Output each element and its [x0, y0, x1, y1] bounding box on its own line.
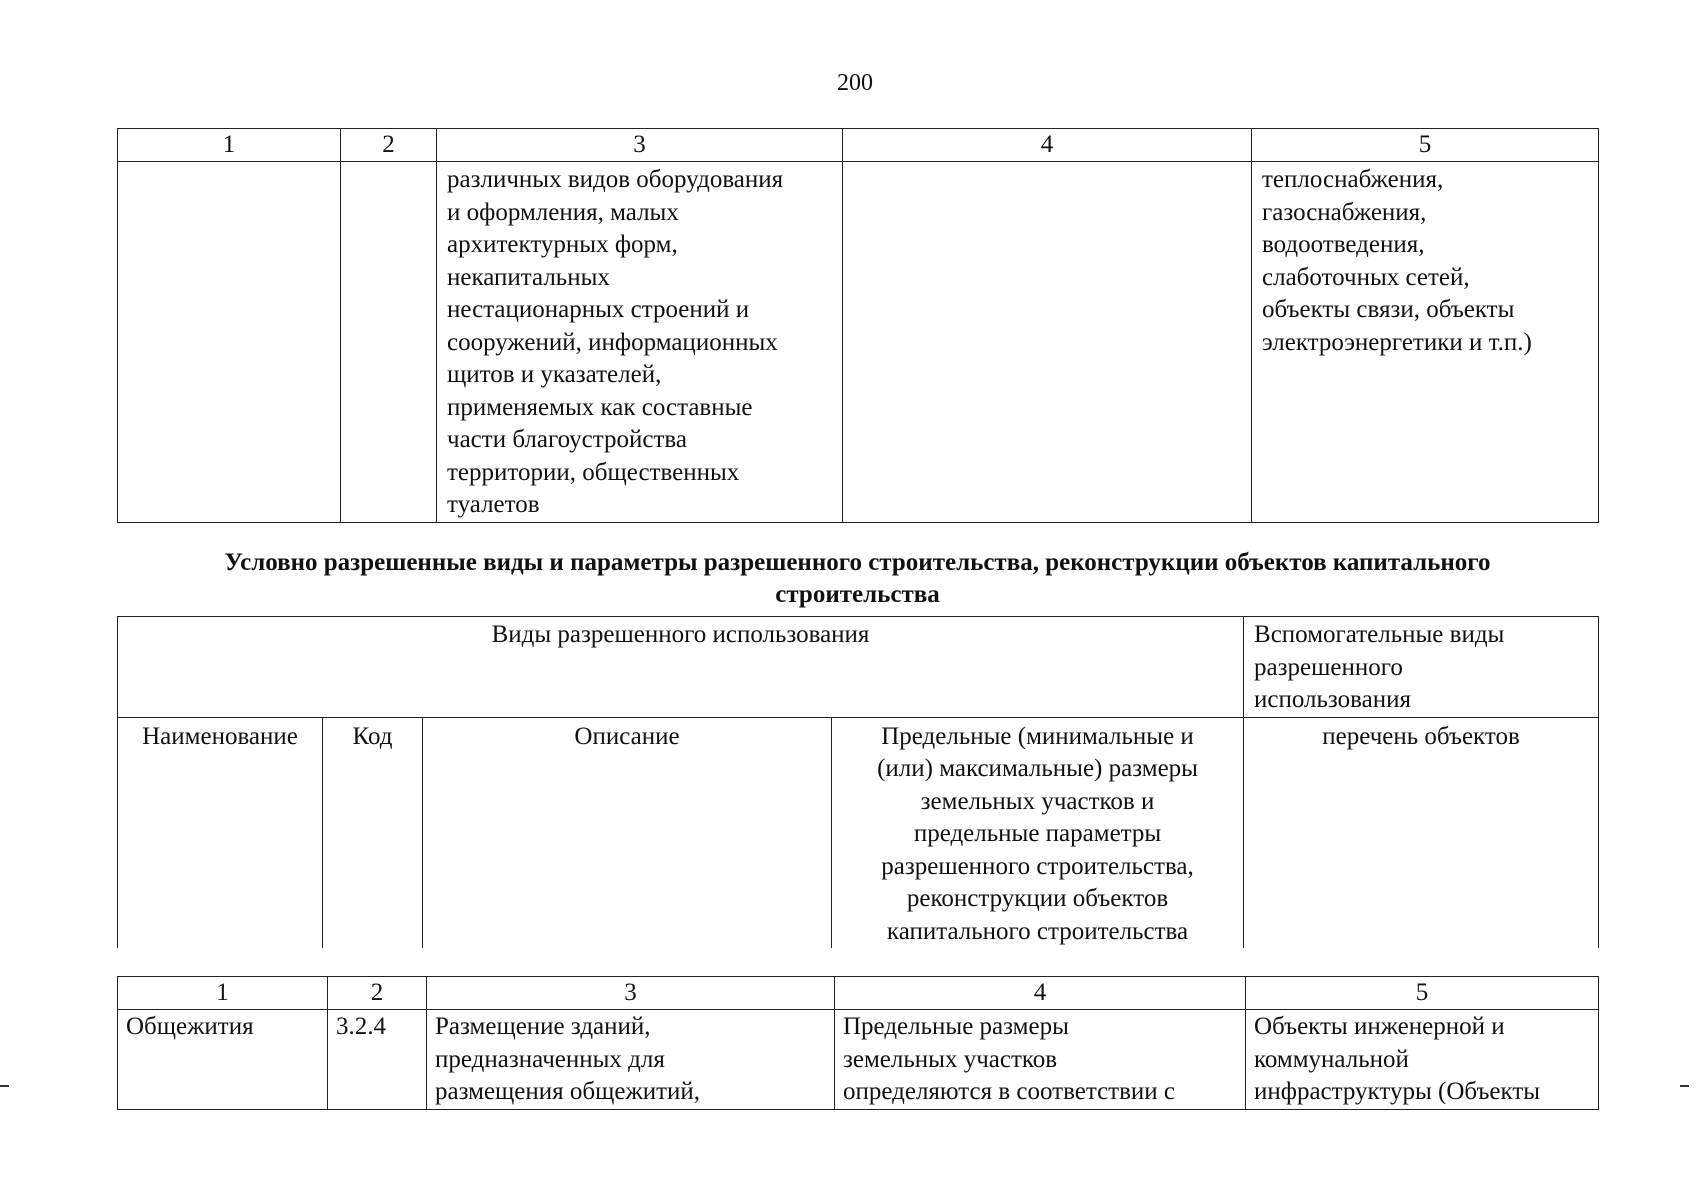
text-line: объекты связи, объекты: [1262, 296, 1515, 323]
text-line: использования: [1254, 686, 1411, 713]
text-line: земельных участков: [843, 1045, 1058, 1073]
text-line: Размещение зданий,: [435, 1013, 651, 1040]
header-group-row: [118, 617, 1599, 718]
text-line: Объекты инженерной и: [1254, 1013, 1505, 1040]
text-line: нестационарных строений и: [447, 296, 750, 323]
margin-mark: [0, 1085, 9, 1087]
text-line: (или) максимальные) размеры: [877, 755, 1198, 782]
cell-description: [427, 1010, 835, 1110]
text-line: размещения общежитий,: [435, 1078, 701, 1105]
cell-objects: [1246, 1010, 1599, 1110]
cell-name: [118, 162, 341, 523]
text-line: определяются в соответствии с: [843, 1078, 1176, 1105]
margin-mark: [1680, 1085, 1689, 1087]
cell-name: Общежития: [118, 1010, 328, 1110]
text-line: слаботочных сетей,: [1262, 263, 1470, 291]
column-number: 2: [341, 129, 437, 162]
text-line: водоотведения,: [1262, 231, 1425, 258]
text-line: реконструкции объектов: [906, 885, 1169, 912]
column-number: 3: [427, 977, 835, 1010]
text-line: архитектурных форм,: [447, 231, 678, 258]
text-line: территории, общественных: [447, 458, 740, 486]
text-line: сооружений, информационных: [447, 328, 778, 356]
cell-code: 3.2.4: [328, 1010, 427, 1110]
text-line: Предельные (минимальные и: [881, 722, 1194, 750]
text-line: различных видов оборудования: [447, 166, 784, 193]
header-code: Код: [323, 717, 423, 948]
header-usage-types: Виды разрешенного использования: [118, 617, 1244, 718]
cell-code: [341, 162, 437, 523]
table-row: [118, 162, 1599, 523]
text-line: строительства: [775, 581, 940, 608]
page-number: 200: [837, 70, 873, 96]
header-columns-row: [118, 717, 1599, 948]
text-line: Предельные размеры: [843, 1013, 1069, 1040]
text-line: земельных участков и: [920, 787, 1155, 815]
text-line: Условно разрешенные виды и параметры разрешенного строительства, реконструкции объектов капитального: [224, 549, 1491, 576]
column-number: 1: [118, 977, 328, 1010]
cell-objects: [1252, 162, 1599, 523]
header-auxiliary-types: [1244, 617, 1599, 718]
text-line: туалетов: [447, 491, 540, 518]
text-line: электроэнергетики и т.п.): [1262, 328, 1532, 356]
column-number: 1: [118, 129, 341, 162]
table-body: [117, 976, 1599, 1110]
text-line: части благоустройства: [447, 426, 687, 453]
section-heading: [117, 547, 1598, 611]
column-number: 3: [437, 129, 843, 162]
column-number: 5: [1246, 977, 1599, 1010]
text-line: Вспомогательные виды: [1254, 621, 1505, 648]
text-line: щитов и указателей,: [447, 361, 662, 388]
column-number-row: [118, 129, 1599, 162]
text-line: капитального строительства: [886, 917, 1189, 945]
cell-limits: [835, 1010, 1246, 1110]
text-line: коммунальной: [1254, 1045, 1409, 1073]
cell-limits: [843, 162, 1252, 523]
text-line: инфраструктуры (Объекты: [1254, 1078, 1541, 1105]
column-number: 4: [835, 977, 1246, 1010]
header-name: Наименование: [118, 717, 323, 948]
header-description: Описание: [423, 717, 832, 948]
column-number-row: [118, 977, 1599, 1010]
text-line: некапитальных: [447, 263, 610, 291]
header-objects: перечень объектов: [1244, 717, 1599, 948]
text-line: и оформления, малых: [447, 198, 679, 226]
text-line: теплоснабжения,: [1262, 166, 1444, 193]
column-number: 5: [1252, 129, 1599, 162]
text-line: разрешенного строительства,: [881, 852, 1194, 880]
column-number: 4: [843, 129, 1252, 162]
table-header: [117, 616, 1599, 948]
text-line: применяемых как составные: [447, 393, 753, 421]
table-row: [118, 1010, 1599, 1110]
table-continued: [117, 128, 1599, 523]
header-limits: [832, 717, 1244, 948]
text-line: разрешенного: [1254, 653, 1403, 681]
text-line: предельные параметры: [913, 820, 1162, 847]
column-number: 2: [328, 977, 427, 1010]
cell-description: [437, 162, 843, 523]
text-line: предназначенных для: [435, 1045, 665, 1073]
text-line: газоснабжения,: [1262, 198, 1427, 226]
